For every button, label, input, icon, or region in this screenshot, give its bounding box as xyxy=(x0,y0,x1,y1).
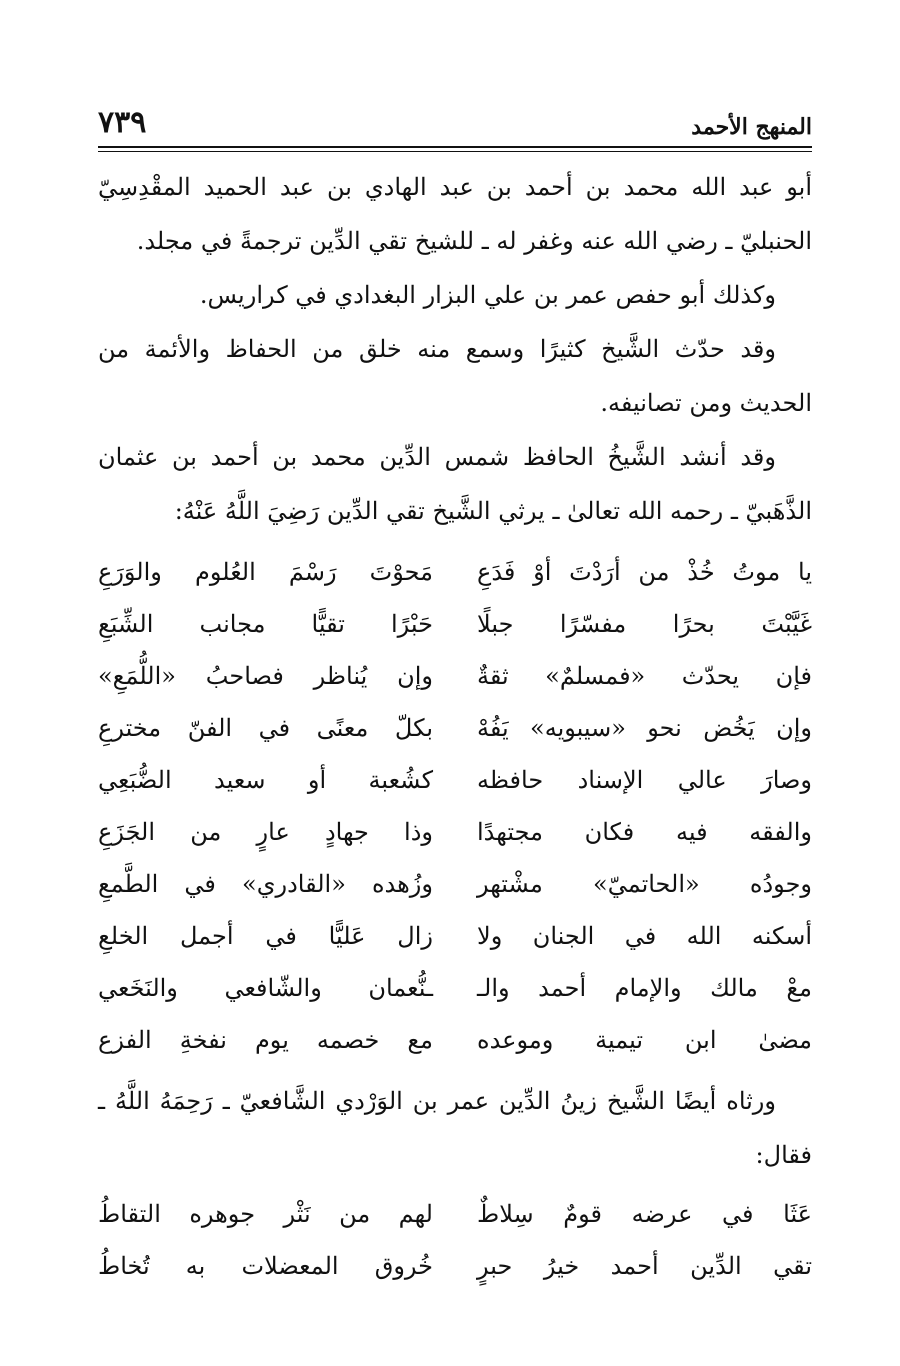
paragraph: وقد حدّث الشَّيخ كثيرًا وسمع منه خلق من الحفاظ والأئمة من الحديث ومن تصانيفه. xyxy=(98,335,812,417)
header-rule-thin xyxy=(98,151,812,152)
verse-first-hemistich: وإن يَخُض نحو «سيبويه» يَفُهْ xyxy=(477,714,812,742)
verse xyxy=(98,858,812,910)
verse-second-hemistich: زال عَليًّا في أجمل الخلعِ xyxy=(98,922,433,950)
verse xyxy=(98,962,812,1014)
document-page xyxy=(98,100,812,1292)
verse-second-hemistich: بكلّ معنًى في الفنّ مخترعِ xyxy=(98,714,433,742)
verse-first-hemistich: فإن يحدّث «فمسلمٌ» ثقةٌ xyxy=(477,662,812,690)
verse-first-hemistich: يا موتُ خُذْ من أرَدْتَ أوْ فَدَعِ xyxy=(477,558,812,586)
verse-second-hemistich: مَحوْتَ رَسْمَ العُلوم والوَرَعِ xyxy=(98,558,433,586)
poem-ibn-al-wardi xyxy=(98,1188,812,1292)
paragraph: ورثاه أيضًا الشَّيخ زينُ الدِّين عمر بن الوَرْدي الشَّافعيّ ـ رَحِمَهُ اللَّهُ ـ فقال: xyxy=(98,1087,812,1169)
verse xyxy=(98,1014,812,1066)
page-header xyxy=(98,100,812,140)
verse xyxy=(98,546,812,598)
verse xyxy=(98,806,812,858)
verse-first-hemistich: تقي الدِّين أحمد خيرُ حبرٍ xyxy=(477,1252,812,1280)
verse xyxy=(98,910,812,962)
verse-second-hemistich: حَبْرًا تقيًّا مجانب الشِّبَعِ xyxy=(98,610,433,638)
verse xyxy=(98,1188,812,1240)
verse xyxy=(98,702,812,754)
verse-second-hemistich: وإن يُناظر فصاحبُ «اللُّمَعِ» xyxy=(98,662,433,690)
verse-first-hemistich: عَثَا في عرضه قومٌ سِلاطٌ xyxy=(477,1200,812,1228)
header-rule xyxy=(98,146,812,148)
running-title: المنهج الأحمد xyxy=(691,114,812,140)
verse-second-hemistich: خُروق المعضلات به تُخاطُ xyxy=(98,1252,433,1280)
verse-second-hemistich: كشُعبة أو سعيد الضُّبَعِي xyxy=(98,766,433,794)
verse-second-hemistich: وذا جهادٍ عارٍ من الجَزَعِ xyxy=(98,818,433,846)
verse-first-hemistich: والفقه فيه فكان مجتهدًا xyxy=(477,818,812,846)
verse-second-hemistich: لهم من نَثْر جوهره التقاطُ xyxy=(98,1200,433,1228)
verse-first-hemistich: غَيَّبْتَ بحرًا مفسّرًا جبلًا xyxy=(477,610,812,638)
body-text xyxy=(98,160,812,538)
page-number: ٧٣٩ xyxy=(98,105,147,140)
verse xyxy=(98,650,812,702)
verse xyxy=(98,754,812,806)
body-text-after xyxy=(98,1074,812,1182)
paragraph: وكذلك أبو حفص عمر بن علي البزار البغدادي في كراريس. xyxy=(199,281,776,309)
verse xyxy=(98,1240,812,1292)
verse xyxy=(98,598,812,650)
paragraph: أبو عبد الله محمد بن أحمد بن عبد الهادي بن عبد الحميد المقْدِسِيّ الحنبليّ ـ رضي الله عنه وغفر له ـ للشيخ تقي الدِّين ترجمةً في مجلد. xyxy=(98,173,812,255)
verse-second-hemistich: وزُهده «القادري» في الطَّمعِ xyxy=(98,870,433,898)
poem-dhahabi xyxy=(98,546,812,1066)
verse-first-hemistich: مضىٰ ابن تيمية وموعده xyxy=(477,1026,812,1054)
paragraph: وقد أنشد الشَّيخُ الحافظ شمس الدِّين محمد بن أحمد بن عثمان الذَّهَبيّ ـ رحمه الله تعالىٰ ـ يرثي الشَّيخ تقي الدِّين رَضِيَ اللَّهُ عَنْهُ: xyxy=(98,443,812,525)
verse-first-hemistich: وجودُه «الحاتميّ» مشْتهر xyxy=(477,870,812,898)
verse-first-hemistich: أسكنه الله في الجنان ولا xyxy=(477,922,812,950)
verse-first-hemistich: وصارَ عالي الإسناد حافظه xyxy=(477,766,812,794)
verse-second-hemistich: مع خصمه يوم نفخةِ الفزع xyxy=(98,1026,433,1054)
verse-first-hemistich: معْ مالك والإمام أحمد والـ xyxy=(477,974,812,1002)
verse-second-hemistich: ـنُّعمان والشّافعي والنَخَعي xyxy=(98,974,433,1002)
